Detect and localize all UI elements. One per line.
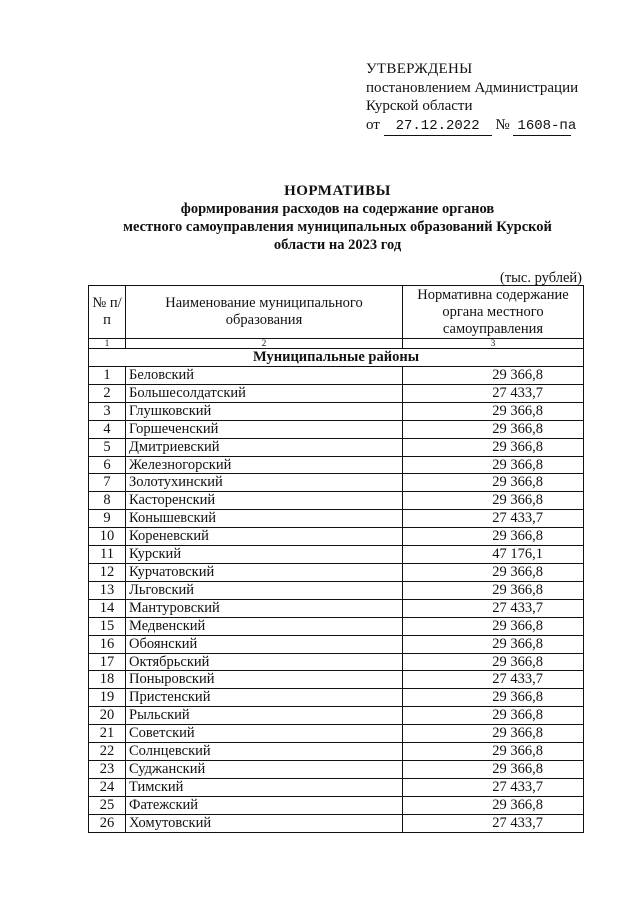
table-row <box>89 689 584 707</box>
row-municipality: Октябрьский <box>126 653 403 671</box>
title-line-4: области на 2023 год <box>273 237 402 253</box>
row-number: 5 <box>89 438 126 456</box>
row-number: 10 <box>89 528 126 546</box>
table-row <box>89 760 584 778</box>
row-municipality: Льговский <box>126 581 403 599</box>
row-municipality: Солнцевский <box>126 743 403 761</box>
row-norm-value: 29 366,8 <box>403 707 584 725</box>
table-row <box>89 456 584 474</box>
row-municipality: Беловский <box>126 367 403 385</box>
row-number: 1 <box>89 367 126 385</box>
row-norm-value: 29 366,8 <box>403 796 584 814</box>
units-label: (тыс. рублей) <box>500 270 582 286</box>
row-number: 6 <box>89 456 126 474</box>
row-norm-value: 27 433,7 <box>403 778 584 796</box>
row-number: 19 <box>89 689 126 707</box>
row-number: 14 <box>89 599 126 617</box>
table-row <box>89 510 584 528</box>
row-municipality: Фатежский <box>126 796 403 814</box>
col-index-2: 2 <box>126 339 403 349</box>
table-row <box>89 581 584 599</box>
approval-heading: УТВЕРЖДЕНЫ <box>366 61 473 77</box>
table-row <box>89 796 584 814</box>
table-row <box>89 528 584 546</box>
title-line-3: местного самоуправления муниципальных образований Курской <box>123 219 552 235</box>
row-municipality: Мантуровский <box>126 599 403 617</box>
row-norm-value: 29 366,8 <box>403 367 584 385</box>
row-number: 23 <box>89 760 126 778</box>
row-norm-value: 29 366,8 <box>403 492 584 510</box>
row-norm-value: 29 366,8 <box>403 635 584 653</box>
row-municipality: Конышевский <box>126 510 403 528</box>
row-municipality: Тимский <box>126 778 403 796</box>
title-line-2: формирования расходов на содержание органов <box>180 201 495 217</box>
row-norm-value: 27 433,7 <box>403 384 584 402</box>
row-norm-value: 29 366,8 <box>403 420 584 438</box>
row-number: 16 <box>89 635 126 653</box>
row-norm-value: 29 366,8 <box>403 474 584 492</box>
row-municipality: Золотухинский <box>126 474 403 492</box>
row-municipality: Глушковский <box>126 402 403 420</box>
row-norm-value: 27 433,7 <box>403 814 584 832</box>
row-municipality: Хомутовский <box>126 814 403 832</box>
table-index-row <box>89 339 584 349</box>
row-municipality: Касторенский <box>126 492 403 510</box>
section-title: Муниципальные районы <box>89 349 584 367</box>
row-number: 20 <box>89 707 126 725</box>
row-norm-value: 29 366,8 <box>403 617 584 635</box>
row-number: 9 <box>89 510 126 528</box>
approval-decree-line: постановлением Администрации <box>366 79 579 96</box>
table-row <box>89 617 584 635</box>
row-norm-value: 29 366,8 <box>403 760 584 778</box>
table-row <box>89 671 584 689</box>
approval-from-label: от <box>366 116 380 133</box>
approval-number: 1608-па <box>513 117 571 137</box>
table-row <box>89 367 584 385</box>
table-row <box>89 474 584 492</box>
title-main: НОРМАТИВЫ <box>284 183 391 199</box>
document-title <box>90 182 585 254</box>
table-row <box>89 778 584 796</box>
row-norm-value: 47 176,1 <box>403 546 584 564</box>
table-row <box>89 563 584 581</box>
row-number: 18 <box>89 671 126 689</box>
row-number: 12 <box>89 563 126 581</box>
section-row <box>89 349 584 367</box>
header-name: Наименование муниципального образования <box>126 286 403 339</box>
row-norm-value: 29 366,8 <box>403 653 584 671</box>
row-norm-value: 27 433,7 <box>403 671 584 689</box>
row-municipality: Железногорский <box>126 456 403 474</box>
row-number: 7 <box>89 474 126 492</box>
row-norm-value: 29 366,8 <box>403 581 584 599</box>
row-municipality: Кореневский <box>126 528 403 546</box>
table-row <box>89 546 584 564</box>
row-number: 24 <box>89 778 126 796</box>
row-number: 3 <box>89 402 126 420</box>
row-municipality: Рыльский <box>126 707 403 725</box>
row-municipality: Горшеченский <box>126 420 403 438</box>
table-row <box>89 653 584 671</box>
table-row <box>89 707 584 725</box>
row-norm-value: 27 433,7 <box>403 599 584 617</box>
approval-region-line: Курской области <box>366 98 473 114</box>
header-number: № п/п <box>89 286 126 339</box>
table-row <box>89 599 584 617</box>
table-body <box>89 367 584 833</box>
row-number: 8 <box>89 492 126 510</box>
row-municipality: Курский <box>126 546 403 564</box>
col-index-1: 1 <box>89 339 126 349</box>
table-row <box>89 725 584 743</box>
table-row <box>89 384 584 402</box>
row-number: 17 <box>89 653 126 671</box>
row-number: 22 <box>89 743 126 761</box>
norms-table <box>88 285 584 833</box>
row-norm-value: 29 366,8 <box>403 743 584 761</box>
table-row <box>89 814 584 832</box>
row-municipality: Большесолдатский <box>126 384 403 402</box>
row-municipality: Пристенский <box>126 689 403 707</box>
table-row <box>89 635 584 653</box>
table-row <box>89 402 584 420</box>
row-norm-value: 29 366,8 <box>403 563 584 581</box>
table-row <box>89 743 584 761</box>
row-municipality: Медвенский <box>126 617 403 635</box>
row-municipality: Обоянский <box>126 635 403 653</box>
row-municipality: Поныровский <box>126 671 403 689</box>
row-norm-value: 29 366,8 <box>403 438 584 456</box>
table-row <box>89 492 584 510</box>
row-norm-value: 29 366,8 <box>403 725 584 743</box>
row-norm-value: 29 366,8 <box>403 689 584 707</box>
approval-block <box>366 60 616 136</box>
row-number: 13 <box>89 581 126 599</box>
row-norm-value: 29 366,8 <box>403 402 584 420</box>
row-norm-value: 29 366,8 <box>403 456 584 474</box>
row-number: 11 <box>89 546 126 564</box>
row-norm-value: 27 433,7 <box>403 510 584 528</box>
approval-number-label: № <box>495 116 510 133</box>
row-municipality: Советский <box>126 725 403 743</box>
row-norm-value: 29 366,8 <box>403 528 584 546</box>
row-municipality: Курчатовский <box>126 563 403 581</box>
row-number: 21 <box>89 725 126 743</box>
approval-date-number-line <box>366 116 616 137</box>
col-index-3: 3 <box>403 339 584 349</box>
header-norm: Нормативна содержание органа местного самоуправления <box>403 286 584 339</box>
row-number: 4 <box>89 420 126 438</box>
row-number: 26 <box>89 814 126 832</box>
table-header-row <box>89 286 584 339</box>
row-municipality: Суджанский <box>126 760 403 778</box>
row-number: 2 <box>89 384 126 402</box>
approval-date: 27.12.2022 <box>384 117 492 137</box>
table-row <box>89 420 584 438</box>
row-number: 15 <box>89 617 126 635</box>
row-municipality: Дмитриевский <box>126 438 403 456</box>
table-row <box>89 438 584 456</box>
row-number: 25 <box>89 796 126 814</box>
